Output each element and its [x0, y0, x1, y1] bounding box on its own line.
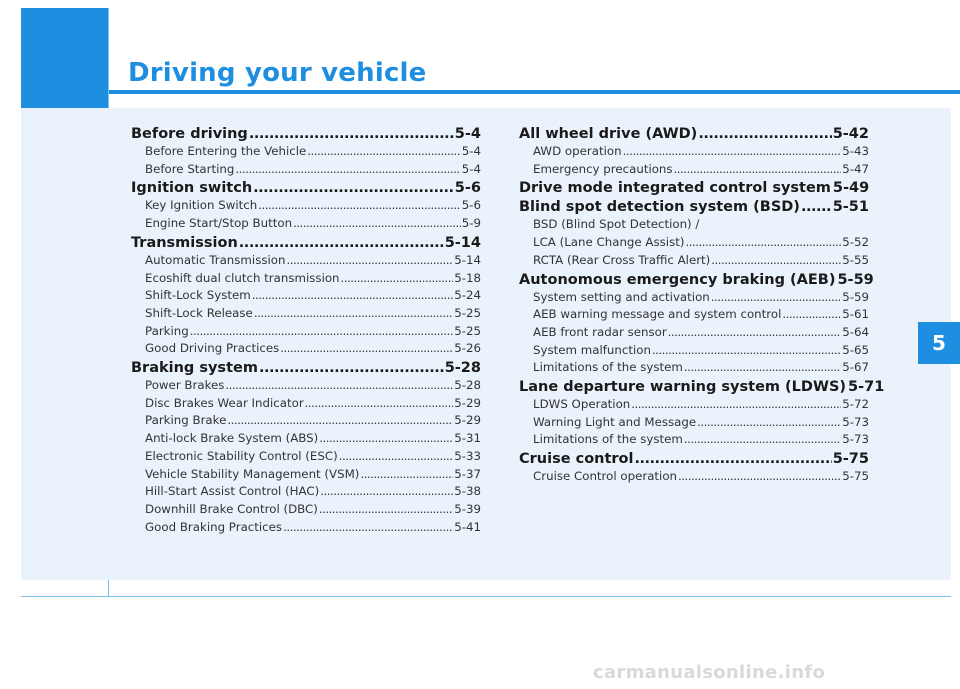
toc-subsection[interactable]: [131, 412, 481, 430]
toc-subsection-label: Emergency precautions: [533, 161, 673, 176]
toc-section[interactable]: [519, 179, 869, 197]
dot-leader: [697, 414, 841, 432]
toc-subsection-page-number: 5-25: [454, 305, 481, 320]
toc-subsection-page-number: 5-26: [454, 341, 481, 356]
toc-subsection-page-number: 5-28: [454, 378, 481, 393]
toc-section-label: Ignition switch: [131, 180, 253, 197]
toc-subsection[interactable]: BSD (Blind Spot Detection) /: [533, 217, 700, 232]
toc-subsection-label: Parking Brake: [145, 413, 227, 428]
dot-leader: [307, 143, 460, 161]
toc-subsection-label: Ecoshift dual clutch transmission: [145, 270, 340, 285]
toc-subsection-label: LDWS Operation: [533, 397, 631, 412]
toc-section[interactable]: [519, 378, 885, 396]
toc-subsection-label: Shift-Lock System: [145, 288, 251, 303]
toc-subsection-label: Good Braking Practices: [145, 519, 283, 534]
toc-subsection-label: Engine Start/Stop Button: [145, 216, 293, 231]
toc-subsection-label: System setting and activation: [533, 289, 710, 304]
toc-section-page-number: 5-14: [444, 234, 481, 251]
toc-subsection[interactable]: [519, 468, 869, 486]
toc-section-page-number: 5-42: [832, 126, 869, 142]
toc-subsection[interactable]: [131, 287, 481, 305]
toc-section-page-number: 5-49: [832, 180, 870, 197]
toc-subsection[interactable]: [131, 395, 481, 413]
toc-section-label: Transmission: [131, 234, 238, 251]
toc-subsection[interactable]: [519, 306, 869, 324]
toc-subsection-page-number: 5-31: [454, 431, 481, 446]
dot-leader: [711, 252, 841, 270]
toc-subsection-page-number: 5-29: [454, 413, 481, 428]
toc-subsection-label: Good Driving Practices: [145, 341, 280, 356]
toc-subsection[interactable]: [519, 414, 869, 432]
dot-leader: [674, 161, 842, 179]
toc-subsection-page-number: 5-4: [461, 144, 481, 158]
toc-subsection-page-number: 5-41: [454, 519, 481, 534]
toc-section-label: Braking system: [131, 360, 258, 377]
dot-leader: [684, 359, 841, 377]
dot-leader: [235, 161, 460, 179]
dot-leader: [360, 466, 453, 484]
dot-leader: [254, 305, 453, 323]
toc-subsection-label: Before Entering the Vehicle: [145, 144, 307, 158]
toc-subsection-page-number: 5-6: [461, 198, 481, 213]
dot-leader: [320, 483, 453, 501]
toc-subsection-page-number: 5-73: [842, 432, 869, 447]
toc-subsection[interactable]: [131, 252, 481, 270]
dot-leader: [652, 342, 841, 360]
toc-subsection[interactable]: [519, 161, 869, 179]
toc-subsection-label: Downhill Brake Control (DBC): [145, 501, 318, 516]
dot-leader: [782, 306, 841, 324]
toc-section-page-number: 5-28: [444, 360, 481, 377]
toc-section[interactable]: [131, 359, 481, 377]
toc-subsection-label: Warning Light and Message: [533, 414, 697, 429]
toc-subsection-page-number: 5-37: [454, 466, 481, 481]
dot-leader: [259, 359, 444, 377]
toc-subsection[interactable]: [131, 305, 481, 323]
toc-subsection-label: RCTA (Rear Cross Traffic Alert): [533, 252, 711, 267]
toc-section-page-number: 5-71: [848, 379, 885, 396]
toc-subsection[interactable]: [131, 270, 481, 288]
toc-subsection-page-number: 5-72: [842, 397, 869, 412]
dot-leader: [684, 431, 841, 449]
toc-subsection-page-number: 5-14: [454, 252, 481, 267]
dot-leader: [258, 197, 461, 215]
dot-leader: [239, 234, 444, 252]
toc-section[interactable]: [519, 450, 869, 468]
dot-leader: [623, 143, 842, 161]
chapter-tab[interactable]: 5: [918, 322, 960, 364]
toc-section-label: Autonomous emergency braking (AEB): [519, 271, 836, 288]
toc-subsection[interactable]: [131, 143, 481, 161]
toc-subsection-label: LCA (Lane Change Assist): [533, 235, 685, 250]
toc-subsection-page-number: 5-38: [454, 484, 481, 499]
toc-subsection-page-number: 5-43: [842, 144, 869, 158]
toc-section-page-number: 5-75: [832, 451, 869, 468]
dot-leader: [635, 450, 832, 468]
dot-leader: [227, 412, 453, 430]
toc-subsection[interactable]: [519, 359, 869, 377]
watermark: carmanualsonline.info: [593, 662, 826, 683]
toc-subsection[interactable]: [131, 197, 481, 215]
chapter-color-block: [21, 8, 109, 108]
toc-subsection[interactable]: [131, 377, 481, 395]
dot-leader: [341, 270, 454, 288]
toc-subsection-label: System malfunction: [533, 342, 651, 357]
toc-subsection-page-number: 5-9: [461, 216, 481, 231]
dot-leader: [293, 215, 461, 233]
toc-subsection[interactable]: [131, 215, 481, 233]
toc-subsection-label: Vehicle Stability Management (VSM): [145, 466, 360, 481]
toc-subsection[interactable]: [131, 161, 481, 179]
toc-subsection[interactable]: [519, 431, 869, 449]
toc-section[interactable]: [131, 125, 481, 143]
toc-section-label: Drive mode integrated control system: [519, 180, 831, 197]
toc-section-label: All wheel drive (AWD): [519, 126, 698, 142]
page-title: Driving your vehicle: [128, 58, 427, 88]
dot-leader: [253, 179, 454, 197]
toc-subsection-label: Disc Brakes Wear Indicator: [145, 395, 304, 410]
toc-subsection-label: Anti-lock Brake System (ABS): [145, 431, 319, 446]
dot-leader: [678, 468, 841, 486]
dot-leader: [319, 430, 453, 448]
toc-section[interactable]: [131, 179, 481, 197]
toc-subsection[interactable]: [519, 289, 869, 307]
toc-subsection[interactable]: [131, 519, 481, 537]
toc-subsection-page-number: 5-52: [842, 235, 869, 250]
title-underline: [109, 90, 960, 94]
toc-subsection[interactable]: [519, 234, 869, 252]
toc-subsection[interactable]: [519, 342, 869, 360]
toc-subsection-page-number: 5-24: [454, 288, 481, 303]
toc-subsection[interactable]: [131, 323, 481, 341]
dot-leader: [190, 323, 453, 341]
toc-section[interactable]: [519, 271, 874, 289]
dot-leader: [339, 448, 454, 466]
toc-section[interactable]: [519, 125, 869, 143]
dot-leader: [668, 324, 842, 342]
toc-subsection-label: Hill-Start Assist Control (HAC): [145, 484, 320, 499]
toc-subsection-label: Limitations of the system: [533, 432, 683, 447]
toc-subsection[interactable]: [131, 466, 481, 484]
toc-column-left: [131, 124, 481, 536]
toc-subsection-page-number: 5-67: [842, 360, 869, 375]
dot-leader: [286, 252, 453, 270]
toc-subsection[interactable]: [519, 252, 869, 270]
toc-section-label: Cruise control: [519, 451, 634, 468]
toc-subsection[interactable]: [519, 143, 869, 161]
toc-subsection-page-number: 5-55: [842, 252, 869, 267]
dot-leader: [225, 377, 453, 395]
toc-subsection-label: Parking: [145, 323, 189, 338]
toc-section[interactable]: [519, 198, 869, 216]
toc-subsection-page-number: 5-18: [454, 270, 481, 285]
toc-subsection-label: Electronic Stability Control (ESC): [145, 448, 338, 463]
toc-subsection-page-number: 5-4: [461, 161, 481, 176]
toc-subsection[interactable]: [131, 501, 481, 519]
toc-subsection[interactable]: [131, 448, 481, 466]
toc-subsection-label: AEB front radar sensor: [533, 324, 667, 339]
toc-subsection-label: Key Ignition Switch: [145, 198, 258, 213]
toc-subsection[interactable]: [519, 396, 869, 414]
toc-subsection-label: Limitations of the system: [533, 360, 683, 375]
footer-divider: [21, 596, 951, 597]
toc-subsection-label: Cruise Control operation: [533, 469, 678, 484]
toc-subsection[interactable]: [131, 340, 481, 358]
toc-subsection[interactable]: [131, 430, 481, 448]
toc-column-right: [519, 124, 885, 486]
toc-subsection-page-number: 5-29: [454, 395, 481, 410]
toc-subsection-page-number: 5-73: [842, 414, 869, 429]
toc-subsection-page-number: 5-61: [842, 307, 869, 322]
toc-subsection-label: AWD operation: [533, 144, 622, 158]
toc-subsection-page-number: 5-75: [842, 469, 869, 484]
dot-leader: [685, 234, 841, 252]
toc-subsection[interactable]: [519, 324, 869, 342]
dot-leader: [280, 340, 453, 358]
dot-leader: [801, 198, 832, 216]
toc-subsection-page-number: 5-39: [454, 501, 481, 516]
dot-leader: [249, 125, 454, 143]
toc-section-label: Before driving: [131, 126, 248, 142]
toc-section-page-number: 5-51: [832, 199, 869, 216]
toc-subsection-page-number: 5-65: [842, 342, 869, 357]
dot-leader: [698, 125, 831, 143]
toc-subsection[interactable]: [131, 483, 481, 501]
toc-subsection-page-number: 5-33: [454, 448, 481, 463]
toc-subsection-page-number: 5-64: [842, 324, 869, 339]
dot-leader: [252, 287, 454, 305]
toc-subsection-label: Automatic Transmission: [145, 252, 286, 267]
toc-section-page-number: 5-59: [837, 271, 874, 288]
dot-leader: [319, 501, 453, 519]
toc-subsection-label: AEB warning message and system control: [533, 307, 782, 322]
toc-subsection-label: Before Starting: [145, 161, 235, 176]
toc-subsection-page-number: 5-47: [842, 161, 869, 176]
dot-leader: [631, 396, 841, 414]
toc-section-label: Lane departure warning system (LDWS): [519, 379, 847, 396]
toc-section-label: Blind spot detection system (BSD): [519, 199, 800, 216]
dot-leader: [305, 395, 454, 413]
toc-section[interactable]: [131, 234, 481, 252]
toc-subsection-page-number: 5-25: [454, 323, 481, 338]
dot-leader: [283, 519, 453, 537]
toc-subsection-label: Shift-Lock Release: [145, 305, 253, 320]
toc-section-page-number: 5-6: [454, 180, 481, 197]
dot-leader: [711, 289, 841, 307]
toc-section-page-number: 5-4: [454, 126, 481, 142]
toc-subsection-page-number: 5-59: [842, 289, 869, 304]
toc-subsection-label: Power Brakes: [145, 378, 225, 393]
